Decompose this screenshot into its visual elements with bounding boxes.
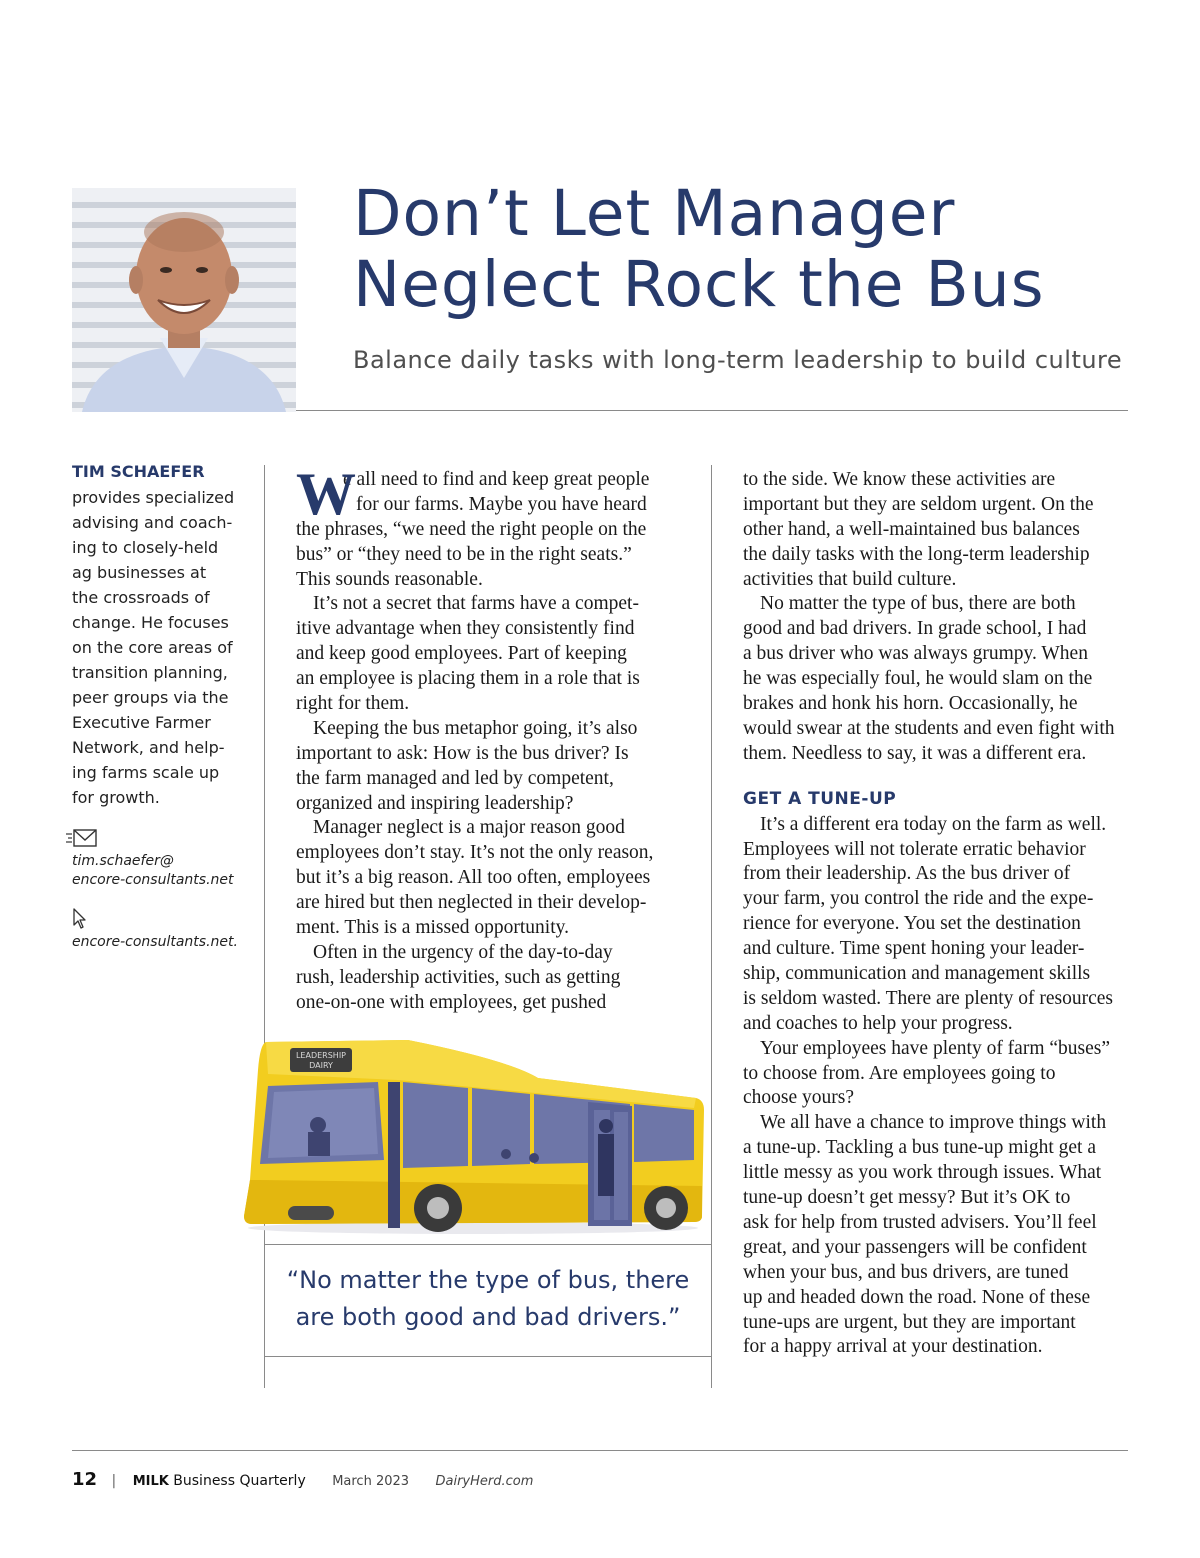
text-line: he was especially foul, he would slam on the (743, 668, 1093, 690)
text-line: a bus driver who was always grumpy. When (743, 643, 1088, 665)
author-email[interactable] (72, 852, 234, 890)
text-line: It’s not a secret that farms have a compet- (313, 593, 639, 615)
text-line: to the side. We know these activities are (743, 469, 1056, 490)
text-line: tune-up doesn’t get messy? But it’s OK to (743, 1187, 1071, 1209)
text-line: would swear at the students and even fight with (743, 717, 1115, 739)
text-line: e all need to find and keep great people (343, 469, 650, 490)
bio-line: advising and coach- (72, 513, 233, 532)
bio-line: the crossroads of (72, 588, 210, 607)
author-bio (72, 485, 262, 810)
text-line: one-on-one with employees, get pushed (296, 991, 607, 1013)
text-line: when your bus, and bus drivers, are tuned (743, 1261, 1069, 1283)
bus-illustration (238, 1030, 708, 1238)
bio-line: change. He focuses (72, 613, 229, 632)
footer-website-link[interactable]: DairyHerd.com (435, 1474, 534, 1489)
bio-line: provides specialized (72, 488, 235, 507)
pull-quote (264, 1262, 712, 1336)
text-line: and keep good employees. Part of keeping (296, 643, 627, 665)
text-line: employees don’t stay. It’s not the only reason, (296, 842, 654, 864)
drop-cap: W (296, 461, 356, 527)
text-line: ment. This is a missed opportunity. (296, 917, 569, 939)
text-line: We all have a chance to improve things with (760, 1112, 1107, 1134)
email-line[interactable]: tim.schaefer@ (72, 853, 174, 869)
text-line: but it’s a big reason. All too often, employees (296, 867, 651, 889)
text-line: choose yours? (743, 1087, 855, 1109)
text-line: ship, communication and management skills (743, 963, 1091, 985)
text-line: Manager neglect is a major reason good (313, 817, 625, 839)
footer-divider (72, 1450, 1128, 1451)
text-line: for our farms. Maybe you have heard (356, 493, 647, 515)
author-name: TIM SCHAEFER (72, 462, 205, 481)
email-line[interactable]: encore-consultants.net (72, 872, 234, 888)
text-line: It’s a different era today on the farm as well. (760, 813, 1107, 835)
author-website-link[interactable]: encore-consultants.net. (72, 934, 238, 950)
bus-sign-line: LEADERSHIP (295, 1051, 347, 1060)
article-column-2 (743, 468, 1133, 1360)
text-line: are hired but then neglected in their develop- (296, 892, 647, 914)
quote-line: “No matter the type of bus, there (286, 1266, 690, 1294)
text-line: tune-ups are urgent, but they are important (743, 1311, 1076, 1333)
text-line: and culture. Time spent honing your leader- (743, 938, 1085, 960)
text-line: great, and your passengers will be confident (743, 1236, 1087, 1258)
article-title (353, 178, 1133, 320)
text-line: little messy as you work through issues. What (743, 1162, 1102, 1184)
bio-line: for growth. (72, 788, 160, 807)
article-column-1 (296, 461, 691, 1016)
page-number: 12 (72, 1469, 98, 1490)
text-line: them. Needless to say, it was a different era. (743, 742, 1087, 764)
text-line: an employee is placing them in a role that is (296, 668, 640, 690)
column-divider-right (711, 465, 712, 1388)
text-line: rience for everyone. You set the destination (743, 913, 1081, 935)
header-divider (296, 410, 1128, 411)
text-line: your farm, you control the ride and the expe- (743, 888, 1094, 910)
quote-divider-top (264, 1244, 712, 1245)
bio-line: Network, and help- (72, 738, 225, 757)
article-subtitle: Balance daily tasks with long-term leadership to build culture (353, 346, 1123, 374)
bio-line: on the core areas of (72, 638, 233, 657)
text-line: the daily tasks with the long-term leadership (743, 543, 1090, 565)
text-line: and coaches to help your progress. (743, 1012, 1013, 1034)
text-line: right for them. (296, 693, 410, 715)
text-line: rush, leadership activities, such as getting (296, 966, 621, 988)
text-line: brakes and honk his horn. Occasionally, he (743, 693, 1078, 715)
text-line: from their leadership. As the bus driver of (743, 863, 1071, 885)
text-line: organized and inspiring leadership? (296, 792, 574, 814)
text-line: Keeping the bus metaphor going, it’s also (313, 717, 638, 739)
bus-sign-line: DAIRY (309, 1061, 333, 1070)
text-line: Employees will not tolerate erratic behavior (743, 838, 1086, 860)
text-line: Your employees have plenty of farm “buses” (760, 1037, 1111, 1059)
text-line: ask for help from trusted advisers. You’ll feel (743, 1211, 1097, 1233)
issue-date: March 2023 (332, 1474, 410, 1489)
cursor-icon (72, 908, 88, 930)
text-line: is seldom wasted. There are plenty of resources (743, 987, 1114, 1009)
text-line: the farm managed and led by competent, (296, 767, 614, 789)
bio-line: Executive Farmer (72, 713, 211, 732)
title-line: Neglect Rock the Bus (353, 248, 1045, 321)
text-line: bus” or “they need to be in the right seats.” (296, 543, 632, 565)
quote-line: are both good and bad drivers.” (295, 1303, 681, 1331)
text-line: up and headed down the road. None of these (743, 1286, 1091, 1308)
text-line: the phrases, “we need the right people on the (296, 518, 647, 540)
text-line: important but they are seldom urgent. On the (743, 493, 1094, 515)
footer-separator: | (111, 1473, 117, 1489)
text-line: a tune-up. Tackling a bus tune-up might get a (743, 1137, 1096, 1159)
bio-line: peer groups via the (72, 688, 229, 707)
quote-divider-bottom (264, 1356, 712, 1357)
bio-line: transition planning, (72, 663, 228, 682)
text-line: activities that build culture. (743, 568, 957, 590)
text-line: other hand, a well-maintained bus balances (743, 518, 1080, 540)
author-photo (72, 188, 296, 412)
text-line: important to ask: How is the bus driver? Is (296, 742, 629, 764)
text-line: No matter the type of bus, there are both (760, 593, 1076, 615)
bio-line: ag businesses at (72, 563, 207, 582)
section-heading: GET A TUNE-UP (743, 788, 897, 809)
magazine-name-bold: MILK (132, 1474, 169, 1489)
text-line: good and bad drivers. In grade school, I had (743, 618, 1087, 640)
magazine-name: Business Quarterly (173, 1473, 306, 1489)
author-portrait-illustration (72, 188, 296, 412)
bio-line: ing to closely-held (72, 538, 219, 557)
bio-line: ing farms scale up (72, 763, 220, 782)
text-line: for a happy arrival at your destination. (743, 1336, 1043, 1358)
title-line: Don’t Let Manager (353, 177, 956, 250)
page-footer (72, 1469, 533, 1490)
text-line: itive advantage when they consistently find (296, 618, 635, 640)
text-line: Often in the urgency of the day-to-day (313, 941, 613, 963)
column-divider-left (264, 465, 265, 1388)
envelope-icon (66, 828, 98, 848)
text-line: to choose from. Are employees going to (743, 1062, 1056, 1084)
text-line: This sounds reasonable. (296, 568, 483, 590)
